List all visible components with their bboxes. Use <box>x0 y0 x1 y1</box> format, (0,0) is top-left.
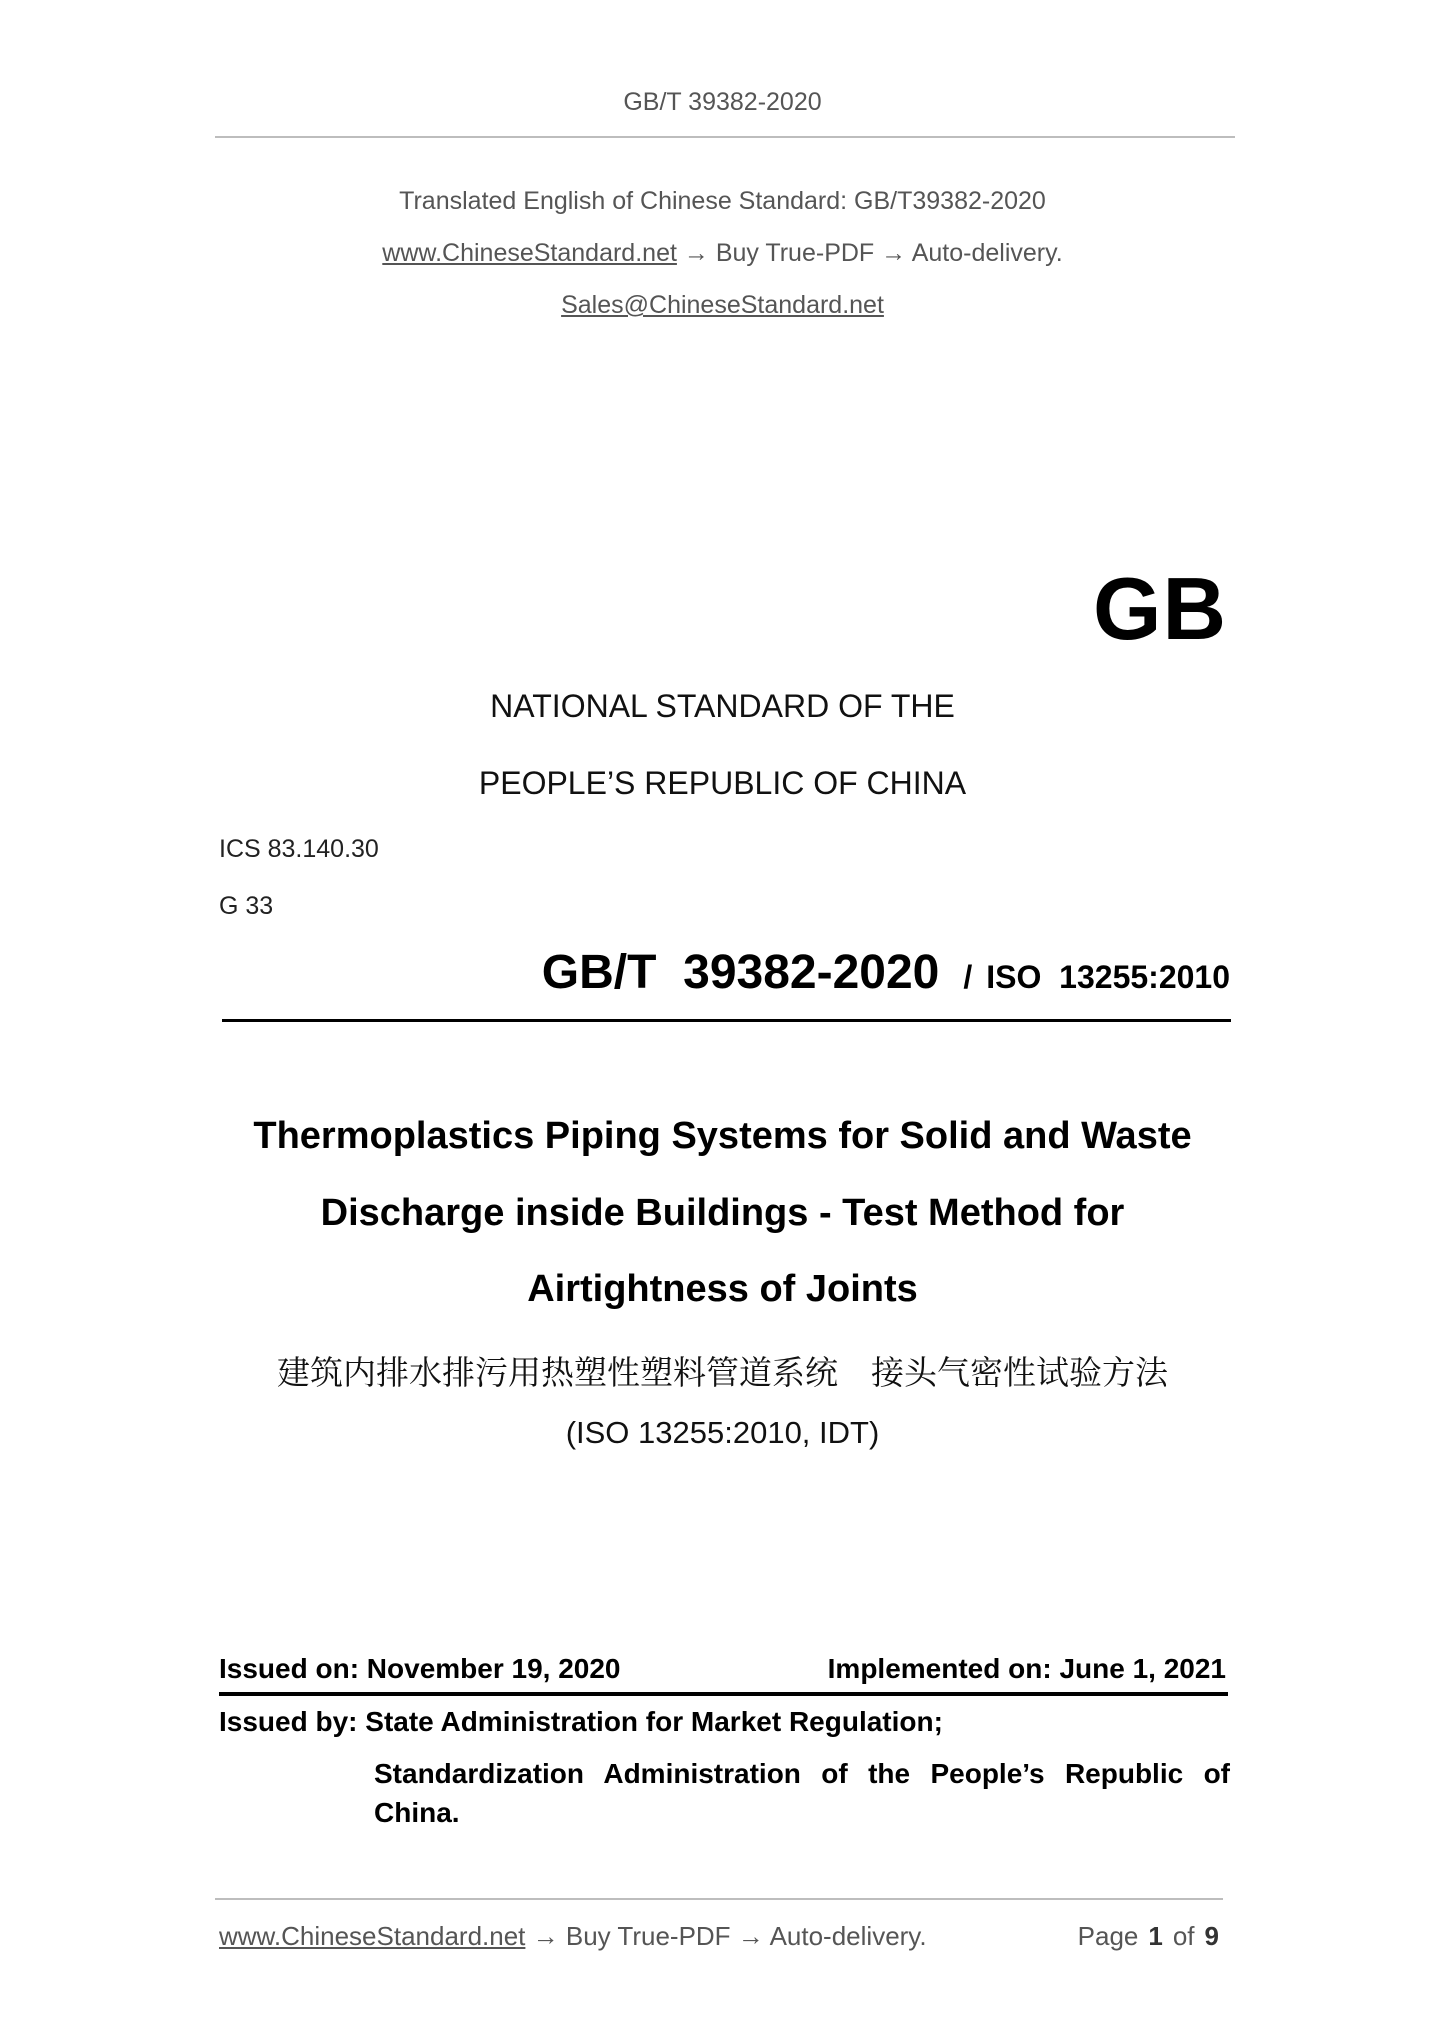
header-standard-code: GB/T 39382-2020 <box>623 88 822 116</box>
dates-row <box>219 1653 1226 1685</box>
dates-divider <box>219 1692 1228 1696</box>
standard-number: GB/T 39382-2020 <box>541 946 940 999</box>
ics-code: ICS 83.140.30 <box>219 835 379 863</box>
title-line3: Airtightness of Joints <box>527 1268 918 1310</box>
page-label: Page <box>1077 1921 1139 1951</box>
issuer-line3: China. <box>374 1797 460 1828</box>
page-total: 9 <box>1204 1921 1219 1951</box>
page-indicator <box>1078 1921 1219 1952</box>
standard-slash: / <box>963 959 973 995</box>
footer-promo <box>219 1921 927 1952</box>
promo-buy-line <box>0 239 1445 268</box>
title-line1: Thermoplastics Piping Systems for Solid and Waste <box>253 1115 1192 1157</box>
header-divider <box>215 136 1235 138</box>
standard-number-line <box>542 945 1230 1000</box>
promo-buy-text: → Buy True-PDF → Auto-delivery. <box>676 239 1063 267</box>
issuer-line2: Standardization Administration of the People’s Republic of <box>374 1758 1230 1789</box>
ccs-code: G 33 <box>219 892 274 920</box>
implemented-on-date: Implemented on: June 1, 2021 <box>827 1653 1226 1684</box>
national-standard-line2: PEOPLE’S REPUBLIC OF CHINA <box>478 765 967 801</box>
footer-site-link[interactable]: www.ChineseStandard.net <box>219 1921 526 1951</box>
footer-divider <box>215 1898 1223 1900</box>
national-standard-line1: NATIONAL STANDARD OF THE <box>490 688 955 724</box>
footer-buy-text: → Buy True-PDF → Auto-delivery. <box>525 1921 927 1951</box>
title-line2: Discharge inside Buildings - Test Method for <box>320 1192 1125 1234</box>
standard-divider <box>222 1019 1231 1022</box>
iso-number: ISO 13255:2010 <box>986 959 1230 995</box>
of-label: of <box>1172 1921 1195 1951</box>
email-link[interactable]: Sales@ChineseStandard.net <box>561 291 884 319</box>
promo-email-line <box>0 291 1445 320</box>
iso-equivalence: (ISO 13255:2010, IDT) <box>565 1415 880 1450</box>
site-link[interactable]: www.ChineseStandard.net <box>382 239 677 267</box>
chinese-title: 建筑内排水排污用热塑性塑料管道系统 接头气密性试验方法 <box>277 1353 1168 1392</box>
page-current: 1 <box>1148 1921 1163 1951</box>
promo-translation-line: Translated English of Chinese Standard: GB/T39382-2020 <box>399 187 1046 215</box>
gb-mark: GB <box>1093 559 1227 658</box>
issued-on-date: Issued on: November 19, 2020 <box>219 1653 621 1684</box>
issuer-line1: Issued by: State Administration for Market Regulation; <box>219 1706 943 1737</box>
